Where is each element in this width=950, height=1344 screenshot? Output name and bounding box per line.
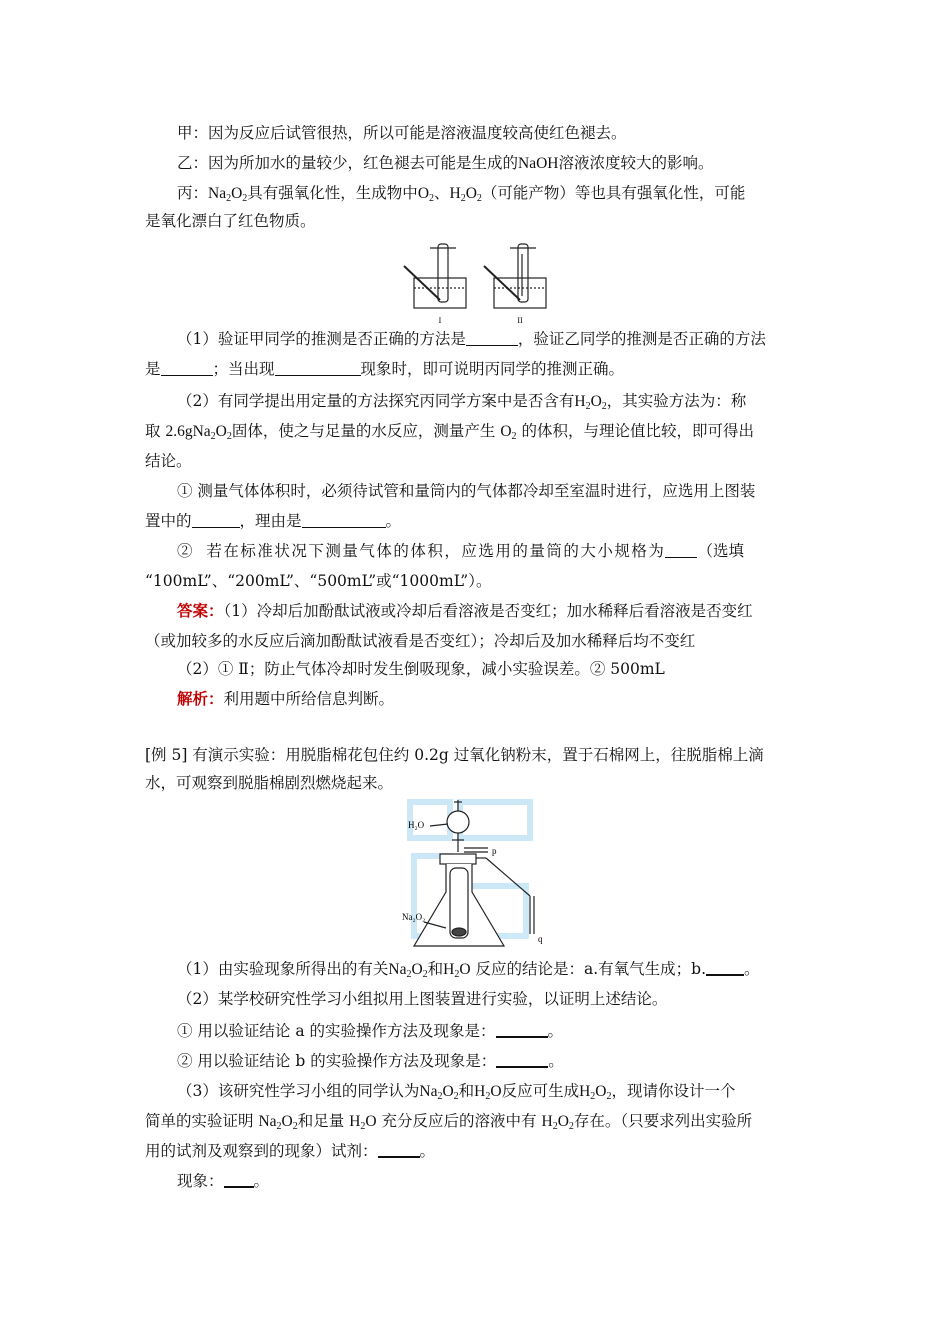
blank [192, 513, 240, 528]
answer-line2: （或加较多的水反应后滴加酚酞试液看是否变红）；冷却后及加水稀释后均不变红 [145, 632, 696, 650]
apparatus-ii [484, 244, 546, 308]
e2a-line: ① 用以验证结论 a 的实验操作方法及现象是： 。 [177, 1022, 564, 1040]
blank [302, 513, 386, 528]
q2-line2: 取 $2.6gNa_2O_2$固体，使之与足量的水反应，测量产生 $O_2$ 的体积，与理论值比较，即可得出 [145, 422, 754, 442]
q1-line2: 是 ；当出现 现象时，即可说明丙同学的推测正确。 [145, 360, 625, 378]
q1-line1: （1）验证甲同学的推测是否正确的方法是 ，验证乙同学的推测是否正确的方法 [177, 330, 766, 348]
figure-flask-apparatus [400, 796, 550, 952]
line-bing: 丙：$Na_2O_2$具有强氧化性，生成物中$O_2$、$H_2O_2$（可能产物）等也具有强氧化性，可能 [177, 184, 746, 204]
analysis-label: 解析： [177, 689, 224, 708]
figure-test-tubes [400, 240, 550, 330]
label-i: I [438, 316, 442, 325]
label-q: q [538, 934, 543, 944]
e3-line4: 现象： 。 [177, 1172, 270, 1190]
c2-line2: “100mL”、“200mL”、“500mL”或“1000mL”）。 [145, 572, 492, 590]
line-bing-2: 是氧化漂白了红色物质。 [145, 212, 316, 230]
example5-line2: 水，可观察到脱脂棉剧烈燃烧起来。 [145, 774, 394, 792]
blank [496, 1022, 548, 1038]
e2b-line: ② 用以验证结论 b 的实验操作方法及现象是： 。 [177, 1052, 564, 1070]
c1-line2: 置中的 ，理由是 。 [145, 512, 402, 530]
e1-line: （1）由实验现象所得出的有关$Na_2O_2$和$H_2O$ 反应的结论是：a.有氧气生成；b. 。 [177, 960, 760, 980]
e3-line1: （3）该研究性学习小组的同学认为$Na_2O_2$和$H_2O$反应可生成$H_2O_2$，现请你设计一个 [177, 1082, 736, 1102]
blank [706, 960, 744, 976]
answer-line1: 答案：（1）冷却后加酚酞试液或冷却后看溶液是否变红；加水稀释后看溶液是否变红 [177, 601, 753, 620]
blank [161, 361, 213, 376]
label-p: p [492, 846, 497, 856]
funnel-bulb [447, 811, 469, 833]
q2-line1: （2）有同学提出用定量的方法探究丙同学方案中是否含有$H_2O_2$，其实验方法为：称 [177, 392, 747, 412]
e3-line2: 简单的实验证明 $Na_2O_2$和足量 $H_2O$ 充分反应后的溶液中有 $H_2O_2$存在。（只要求列出实验所 [145, 1112, 753, 1132]
line-yi: 乙：因为所加水的量较少，红色褪去可能是生成的NaOH溶液浓度较大的影响。 [177, 154, 714, 172]
answer-line3: （2）① Ⅱ；防止气体冷却时发生倒吸现象，减小实验误差。② 500mL [177, 660, 665, 678]
blank [496, 1052, 548, 1068]
apparatus-i [404, 244, 466, 308]
analysis-line: 解析：利用题中所给信息判断。 [177, 689, 395, 708]
answer-label: 答案： [177, 601, 224, 620]
blank [224, 1172, 254, 1188]
blank [466, 331, 518, 346]
label-na2o2: Na₂O₂ [402, 912, 426, 922]
label-h2o: H₂O [408, 820, 425, 830]
e2-line: （2）某学校研究性学习小组拟用上图装置进行实验，以证明上述结论。 [177, 990, 668, 1008]
label-ii: II [517, 316, 523, 325]
blank [665, 543, 697, 558]
c2-line1: ② 若在标准状况下测量气体的体积，应选用的量筒的大小规格为 （选填 [177, 542, 744, 560]
q2-line3: 结论。 [145, 452, 192, 470]
blank [378, 1142, 420, 1158]
e3-line3: 用的试剂及观察到的现象）试剂： 。 [145, 1142, 436, 1160]
example5-line1: [例 5] 有演示实验：用脱脂棉花包住约 0.2g 过氧化钠粉末，置于石棉网上，往脱脂棉上滴 [145, 746, 764, 764]
blank [275, 361, 361, 376]
line-jia: 甲：因为反应后试管很热，所以可能是溶液温度较高使红色褪去。 [177, 124, 627, 142]
c1-line1: ① 测量气体体积时，必须待试管和量筒内的气体都冷却至室温时进行，应选用上图装 [177, 482, 756, 500]
